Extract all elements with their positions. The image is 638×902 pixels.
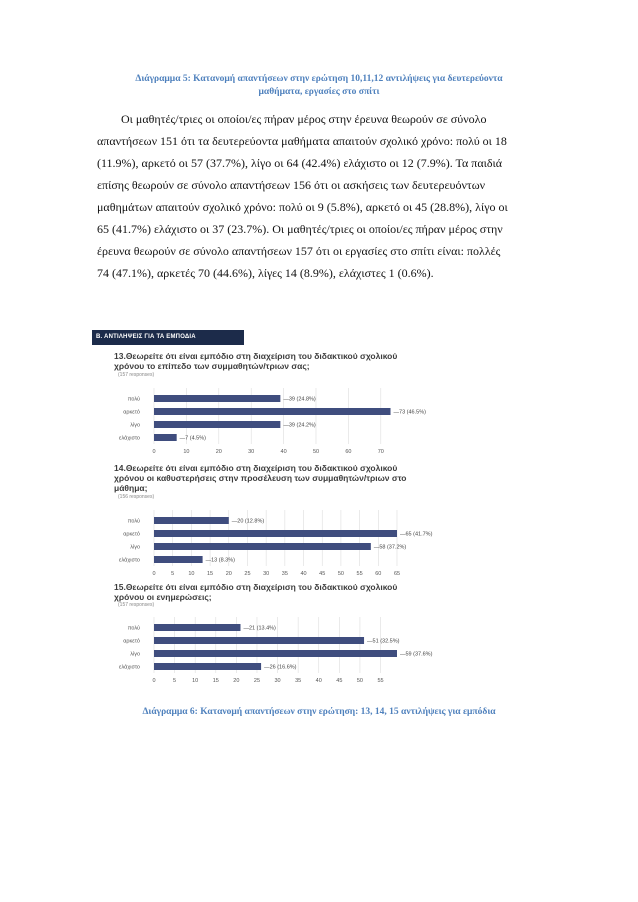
paragraph-line: επίσης θεωρούν σε σύνολο απαντήσεων 156 ότι οι ασκήσεις των δευτερευόντων [97, 178, 486, 192]
x-tick-label: 35 [281, 571, 288, 577]
x-tick-label: 10 [183, 449, 190, 455]
category-label: πολύ [127, 518, 140, 525]
x-tick-label: 15 [212, 678, 219, 684]
bar [154, 408, 391, 415]
category-label: ελάχιστο [119, 435, 140, 442]
x-tick-label: 40 [280, 449, 287, 455]
x-tick-label: 5 [173, 678, 177, 684]
x-tick-label: 25 [253, 678, 261, 684]
category-label: πολύ [127, 625, 140, 632]
paragraph-line: μαθημάτων απαιτούν σχολικό χρόνο: πολύ οι 9 (5.8%), αρκετό οι 45 (28.8%), λίγο οι [97, 200, 508, 214]
paragraph-line: 65 (41.7%) ελάχιστο οι 37 (23.7%). Οι μαθητές/τριες οι οποίοι/ες πήραν μέρος στην [97, 222, 503, 236]
x-tick-label: 50 [312, 449, 320, 455]
data-label: —39 (24.8%) [283, 396, 316, 403]
bar [154, 530, 397, 537]
x-tick-label: 60 [345, 449, 352, 455]
data-label: —26 (16.6%) [264, 664, 297, 671]
category-label: αρκετό [123, 638, 140, 645]
bar [154, 434, 177, 441]
x-tick-label: 20 [215, 449, 222, 455]
data-label: —65 (41.7%) [400, 531, 433, 538]
x-tick-label: 0 [152, 678, 156, 684]
x-tick-label: 30 [248, 449, 255, 455]
x-tick-label: 65 [393, 571, 401, 577]
x-tick-label: 5 [171, 571, 175, 577]
chart-title-line: μάθημα; [114, 483, 148, 493]
category-label: αρκετό [123, 409, 140, 416]
paragraph-line: έρευνα θεωρούν σε σύνολο απαντήσεων 157 ότι οι εργασίες στο σπίτι είναι: πολλές [97, 244, 501, 258]
response-count: (157 responses) [118, 602, 155, 608]
data-label: —59 (37.6%) [400, 651, 433, 658]
data-label: —58 (37.2%) [373, 544, 407, 551]
paragraph-line: 74 (47.1%), αρκετές 70 (44.6%), λίγες 14 (8.9%), ελάχιστες 1 (0.6%). [97, 266, 434, 280]
data-label: —13 (8.3%) [205, 557, 235, 564]
data-label: —7 (4.5%) [179, 435, 206, 442]
x-tick-label: 40 [315, 678, 322, 684]
bar [154, 421, 280, 428]
data-label: —51 (32.5%) [367, 638, 400, 645]
category-label: λίγο [130, 544, 140, 551]
x-tick-label: 55 [377, 678, 384, 684]
x-tick-label: 0 [152, 449, 156, 455]
x-tick-label: 35 [295, 678, 302, 684]
caption-5-line-1: Διάγραμμα 5: Κατανομή απαντήσεων στην ερώτηση 10,11,12 αντιλήψεις για δευτερεύοντα [135, 74, 503, 84]
bar [154, 517, 229, 524]
response-count: (156 responses) [118, 494, 155, 500]
x-tick-label: 60 [375, 571, 382, 577]
paragraph-line: (11.9%), αρκετό οι 57 (37.7%), λίγο οι 64 (42.4%) ελάχιστο οι 12 (7.9%). Τα παιδιά [97, 156, 503, 170]
x-tick-label: 45 [319, 571, 326, 577]
x-tick-label: 50 [337, 571, 344, 577]
response-count: (157 responses) [118, 372, 155, 378]
data-label: —20 (12.8%) [231, 518, 265, 525]
section-banner: Β. ΑΝΤΙΛΗΨΕΙΣ ΓΙΑ ΤΑ ΕΜΠΟΔΙΑ [92, 330, 244, 345]
paragraph-line: απαντήσεων 151 ότι τα δευτερεύοντα μαθήματα απαιτούν σχολικό χρόνο: πολύ οι 18 [97, 134, 507, 148]
x-tick-label: 10 [188, 571, 195, 577]
chart-title-line: χρόνου οι καθυστερήσεις στην προσέλευση των συμμαθητών/τριων στο [114, 473, 407, 483]
x-tick-label: 70 [377, 449, 384, 455]
paragraph-line: Οι μαθητές/τριες οι οποίοι/ες πήραν μέρος στην έρευνα θεωρούν σε σύνολο [97, 112, 487, 126]
chart-title [114, 582, 434, 602]
body-paragraph [97, 108, 542, 284]
bar-chart-svg [92, 613, 437, 705]
x-tick-label: 20 [225, 571, 232, 577]
survey-figure [92, 330, 437, 690]
figure-caption-6: Διάγραμμα 6: Κατανομή απαντήσεων στην ερώτηση: 13, 14, 15 αντιλήψεις για εμπόδια [142, 707, 496, 717]
category-label: αρκετό [123, 531, 140, 538]
bar [154, 650, 397, 657]
category-label: λίγο [130, 422, 140, 429]
category-label: λίγο [130, 651, 140, 658]
chart-title-line: χρόνου οι ενημερώσεις; [114, 592, 212, 602]
chart-title-line: χρόνου το επίπεδο των συμμαθητών/τριων σας; [114, 361, 310, 371]
x-tick-label: 15 [207, 571, 214, 577]
x-tick-label: 0 [152, 571, 156, 577]
bar [154, 395, 280, 402]
caption-5-line-2: μαθήματα, εργασίες στο σπίτι [258, 87, 380, 97]
chart-title-line: 15.Θεωρείτε ότι είναι εμπόδιο στη διαχείριση του διδακτικού σχολικού [114, 582, 398, 592]
x-tick-label: 25 [244, 571, 251, 577]
bar [154, 637, 364, 644]
x-tick-label: 20 [233, 678, 240, 684]
category-label: ελάχιστο [119, 664, 140, 671]
x-tick-label: 40 [300, 571, 307, 577]
x-tick-label: 50 [356, 678, 363, 684]
x-tick-label: 45 [336, 678, 343, 684]
category-label: πολύ [127, 396, 140, 403]
bar [154, 663, 261, 670]
bar [154, 556, 203, 563]
bar [154, 624, 240, 631]
x-tick-label: 30 [263, 571, 270, 577]
x-tick-label: 30 [274, 678, 281, 684]
data-label: —73 (46.5%) [393, 409, 426, 416]
data-label: —39 (24.2%) [283, 422, 316, 429]
figure-caption-5 [90, 73, 548, 99]
data-label: —21 (13.4%) [243, 625, 276, 632]
category-label: ελάχιστο [119, 557, 140, 564]
x-tick-label: 10 [192, 678, 199, 684]
chart-title-line: 13.Θεωρείτε ότι είναι εμπόδιο στη διαχείριση του διδακτικού σχολικού [114, 351, 398, 361]
chart-title [114, 351, 434, 371]
x-tick-label: 55 [356, 571, 363, 577]
chart-title [114, 463, 434, 493]
chart-title-line: 14.Θεωρείτε ότι είναι εμπόδιο στη διαχείριση του διδακτικού σχολικού [114, 463, 398, 473]
bar [154, 543, 371, 550]
